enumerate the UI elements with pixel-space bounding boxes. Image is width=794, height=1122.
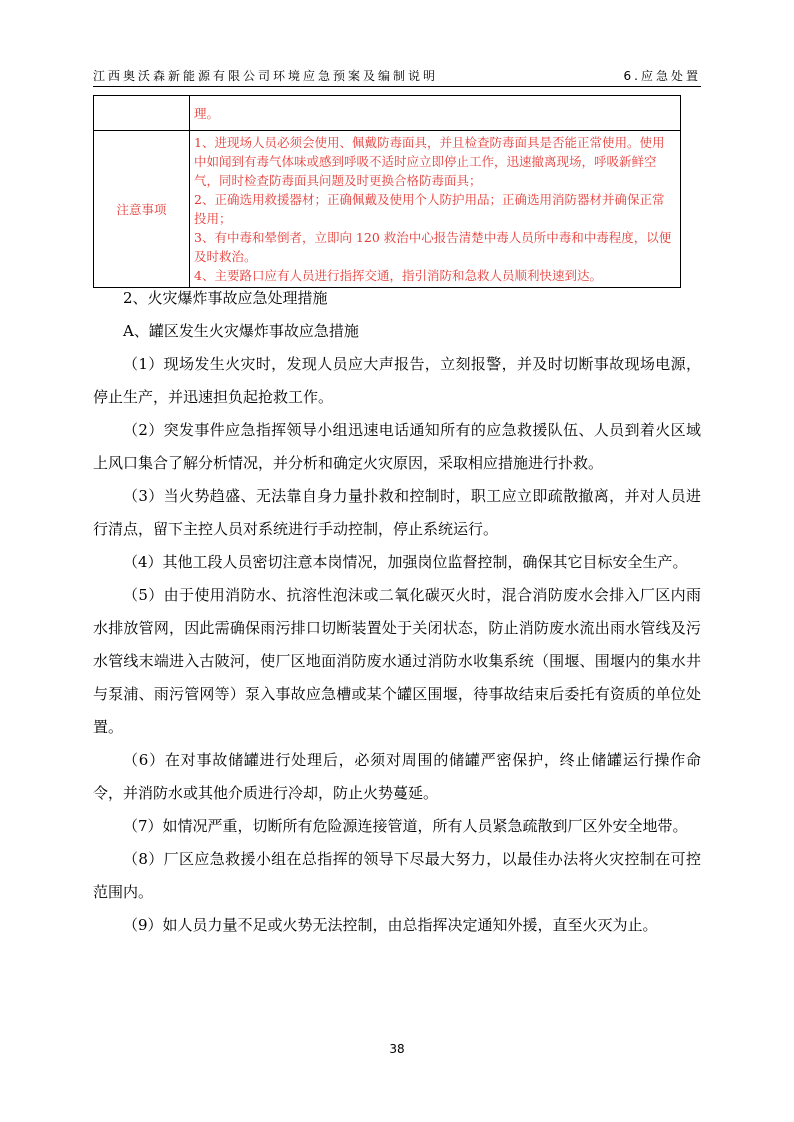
header-divider <box>93 86 701 87</box>
precaution-item: 1、进现场人员必须会使用、佩戴防毒面具，并且检查防毒面具是否能正常使用。使用中如闻到有毒气体味或感到呼吸不适时应立即停止工作，迅速撤离现场，呼吸新鲜空气，同时检查防毒面具问题及时更换合格防毒面具； <box>194 135 665 188</box>
paragraph: （2）突发事件应急指挥领导小组迅速电话通知所有的应急救援队伍、人员到着火区域上风口集合了解分析情况，并分析和确定火灾原因，采取相应措施进行扑救。 <box>93 421 701 472</box>
precautions-label: 注意事项 <box>94 131 190 288</box>
paragraph: （9）如人员力量不足或火势无法控制，由总指挥决定通知外援，直至火灭为止。 <box>123 916 658 934</box>
precaution-item: 2、正确选用救援器材；正确佩戴及使用个人防护用品；正确选用消防器材并确保正常投用； <box>194 192 665 226</box>
paragraph: （3）当火势趋盛、无法靠自身力量扑救和控制时，职工应立即疏散撤离，并对人员进行清点，留下主控人员对系统进行手动控制，停止系统运行。 <box>93 487 701 538</box>
paragraph: （5）由于使用消防水、抗溶性泡沫或二氧化碳灭火时，混合消防废水会排入厂区内雨水排放管网，因此需确保雨污排口切断装置处于关闭状态，防止消防废水流出雨水管线及污水管线末端进入古陂河，使厂区地面消防废水通过消防水收集系统（围堰、围堰内的集水井与泵浦、雨污管网等）泵入事故应急槽或某个罐区围堰，待事故结束后委托有资质的单位处置。 <box>93 586 701 736</box>
table-cell-empty <box>94 96 190 131</box>
subsection-heading: A、罐区发生火灾爆炸事故应急措施 <box>123 322 359 340</box>
body-text <box>93 282 701 942</box>
precautions-list <box>190 131 681 288</box>
paragraph: （1）现场发生火灾时，发现人员应大声报告，立刻报警，并及时切断事故现场电源，停止生产，并迅速担负起抢救工作。 <box>93 355 701 406</box>
paragraph: （4）其他工段人员密切注意本岗情况，加强岗位监督控制，确保其它目标安全生产。 <box>123 553 688 571</box>
precautions-table <box>93 95 681 288</box>
table-cell-continuation: 理。 <box>190 96 681 131</box>
page-number: 38 <box>389 1042 405 1056</box>
table-row <box>94 96 681 131</box>
precaution-item: 3、有中毒和晕倒者，立即向 120 救治中心报告清楚中毒人员所中毒和中毒程度，以便及时救治。 <box>194 230 672 264</box>
header-document-title: 江西奥沃森新能源有限公司环境应急预案及编制说明 <box>93 69 439 83</box>
header-section-title: 6.应急处置 <box>623 69 701 83</box>
section-heading: 2、火灾爆炸事故应急处理措施 <box>123 289 328 307</box>
precaution-item: 4、主要路口应有人员进行指挥交通，指引消防和急救人员顺利快速到达。 <box>194 268 602 283</box>
table-row <box>94 131 681 288</box>
paragraph: （7）如情况严重，切断所有危险源连接管道，所有人员紧急疏散到厂区外安全地带。 <box>123 817 688 835</box>
paragraph: （6）在对事故储罐进行处理后，必须对周围的储罐严密保护，终止储罐运行操作命令，并消防水或其他介质进行冷却，防止火势蔓延。 <box>93 751 701 802</box>
paragraph: （8）厂区应急救援小组在总指挥的领导下尽最大努力，以最佳办法将火灾控制在可控范围内。 <box>93 850 701 901</box>
page-header <box>93 64 701 86</box>
